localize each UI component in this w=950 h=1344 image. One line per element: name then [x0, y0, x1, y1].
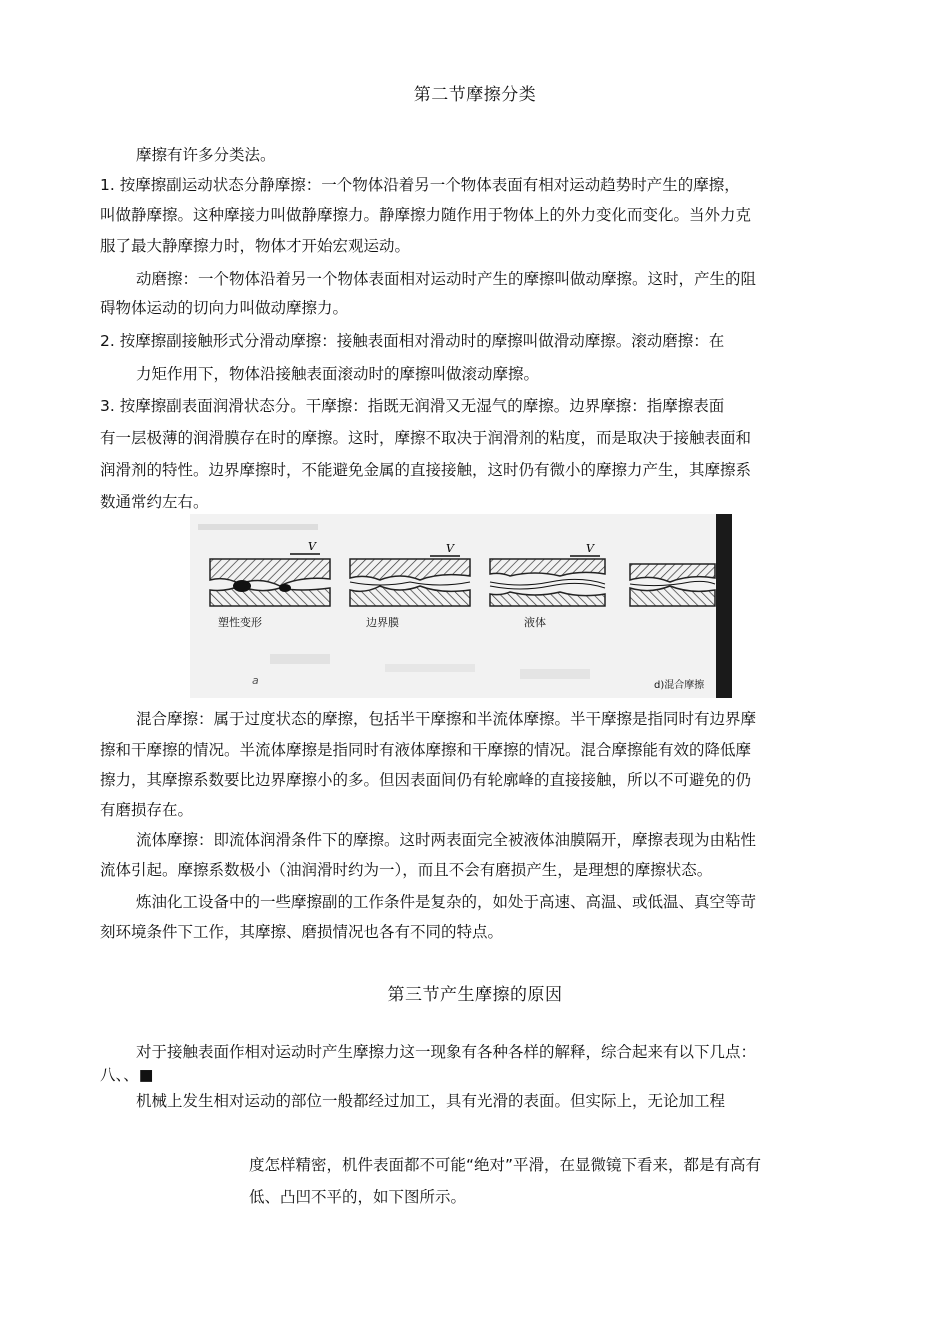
paragraph-line: 叫做静摩擦。这种摩接力叫做静摩擦力。静摩擦力随作用于物体上的外力变化而变化。当外力克: [100, 206, 752, 224]
paragraph-line: 流体引起。摩擦系数极小（油润滑时约为一），而且不会有磨损产生，是理想的摩擦状态。: [100, 861, 713, 879]
label-plastic-deformation: 塑性变形: [218, 616, 262, 629]
paragraph-line: 有一层极薄的润滑膜存在时的摩擦。这时，摩擦不取决于润滑剂的粘度，而是取决于接触表面和: [100, 429, 752, 447]
paragraph-line: 炼油化工设备中的一些摩擦副的工作条件是复杂的，如处于高速、高温、或低温、真空等苛: [136, 893, 757, 911]
paragraph-line: 2. 按摩擦副接触形式分滑动摩擦：接触表面相对滑动时的摩擦叫做滑动摩擦。滚动磨擦：在: [100, 332, 725, 350]
velocity-label: V: [586, 542, 594, 555]
label-boundary-film: 边界膜: [366, 616, 399, 629]
paragraph-line: 润滑剂的特性。边界摩擦时，不能避免金属的直接接触，这时仍有微小的摩擦力产生，其摩擦系: [100, 461, 752, 479]
paragraph-line: 机械上发生相对运动的部位一般都经过加工，具有光滑的表面。但实际上，无论加工程: [136, 1092, 726, 1110]
caption-a: a: [252, 674, 259, 687]
label-liquid: 液体: [524, 616, 546, 629]
paragraph-line: 刻环境条件下工作，其摩擦、磨损情况也各有不同的特点。: [100, 923, 504, 941]
paragraph-line: 有磨损存在。: [100, 801, 194, 819]
paragraph-line: 低、凸凹不平的，如下图所示。: [249, 1188, 467, 1206]
section-2-title: 第二节摩擦分类: [413, 85, 537, 105]
velocity-label: V: [446, 542, 454, 555]
paragraph-line: 对于接触表面作相对运动时产生摩擦力这一现象有各种各样的解释，综合起来有以下几点：: [136, 1043, 757, 1061]
friction-states-figure: [190, 514, 732, 698]
section-3-title: 第三节产生摩擦的原因: [387, 985, 563, 1005]
paragraph-line: 数通常约左右。: [100, 493, 209, 511]
paragraph-line: 3. 按摩擦副表面润滑状态分。干摩擦：指既无润滑又无湿气的摩擦。边界摩擦：指摩擦表面: [100, 397, 725, 415]
paragraph-line: 动磨擦：一个物体沿着另一个物体表面相对运动时产生的摩擦叫做动摩擦。这时，产生的阻: [136, 270, 757, 288]
paragraph-line: 摩擦有许多分类法。: [136, 146, 276, 164]
paragraph-line: 八、、■: [100, 1066, 154, 1084]
velocity-label: V: [308, 540, 316, 553]
label-mixed-friction: d)混合摩擦: [654, 680, 705, 691]
paragraph-line: 度怎样精密，机件表面都不可能“绝对”平滑，在显微镜下看来，都是有高有: [249, 1156, 762, 1174]
paragraph-line: 擦力，其摩擦系数要比边界摩擦小的多。但因表面间仍有轮廓峰的直接接触，所以不可避免的仍: [100, 771, 752, 789]
paragraph-line: 服了最大静摩擦力时，物体才开始宏观运动。: [100, 237, 411, 255]
paragraph-line: 流体摩擦：即流体润滑条件下的摩擦。这时两表面完全被液体油膜隔开，摩擦表现为由粘性: [136, 831, 757, 849]
paragraph-line: 混合摩擦：属于过度状态的摩擦，包括半干摩擦和半流体摩擦。半干摩擦是指同时有边界摩: [136, 710, 757, 728]
paragraph-line: 擦和干摩擦的情况。半流体摩擦是指同时有液体摩擦和干摩擦的情况。混合摩擦能有效的降低摩: [100, 741, 752, 759]
paragraph-line: 力矩作用下，物体沿接触表面滚动时的摩擦叫做滚动摩擦。: [136, 365, 540, 383]
paragraph-line: 碍物体运动的切向力叫做动摩擦力。: [100, 299, 349, 317]
paragraph-line: 1. 按摩擦副运动状态分静摩擦：一个物体沿着另一个物体表面有相对运动趋势时产生的摩擦，: [100, 176, 740, 194]
